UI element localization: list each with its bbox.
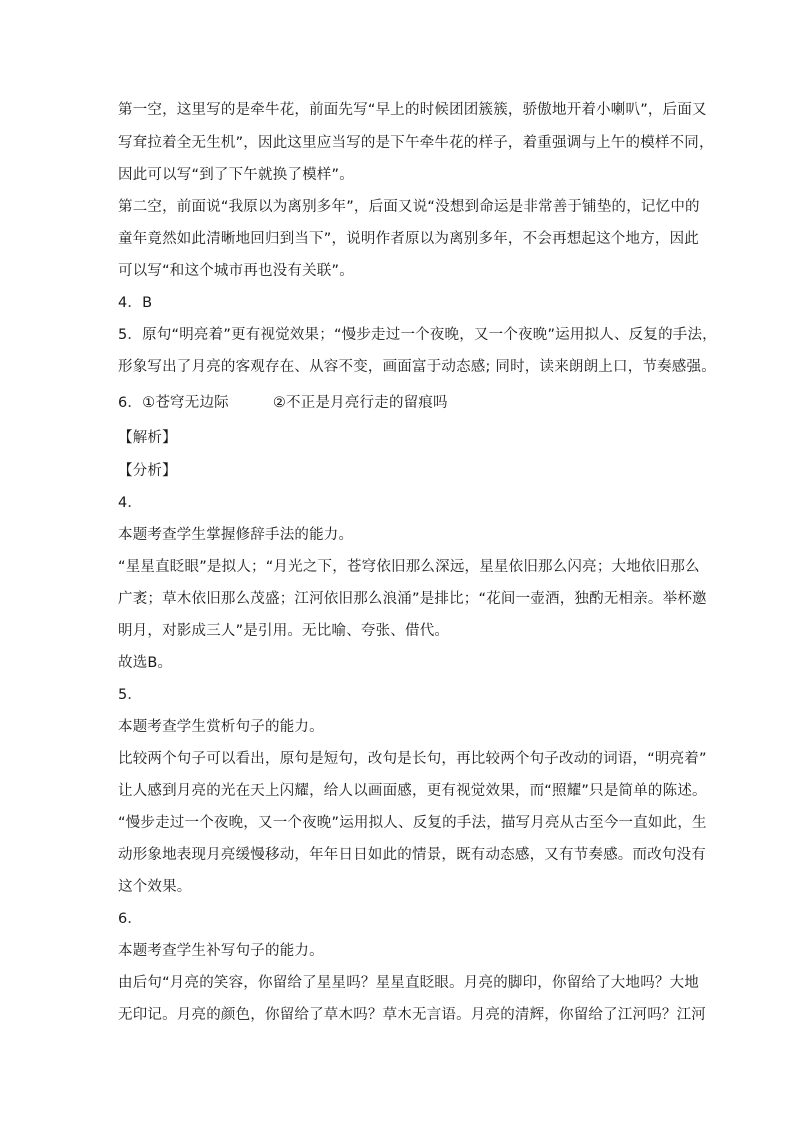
explain4-number: 4． bbox=[118, 495, 143, 511]
explain4-line-5: 故选B。 bbox=[118, 655, 173, 671]
explain6-line-1: 本题考查学生补写句子的能力。 bbox=[118, 943, 324, 959]
blank1-line-3: 因此可以写“到了下午就换了模样”。 bbox=[118, 167, 354, 183]
q6-answer bbox=[118, 394, 448, 412]
blank1-line-2: 写耷拉着全无生机”，因此这里应当写的是下午牵牛花的样子，着重强调与上午的模样不同， bbox=[118, 135, 714, 151]
explain5-line-3: 让人感到月亮的光在天上闪耀，给人以画面感，更有视觉效果，而“照耀”只是简单的陈述。 bbox=[118, 783, 707, 799]
blank2-line-1: 第二空，前面说“我原以为离别多年”，后面又说“没想到命运是非常善于铺垫的，记忆中的 bbox=[118, 199, 700, 215]
explain4-line-3: 广袤；草木依旧那么茂盛；江河依旧那么浪涌”是排比；“花间一壶酒，独酌无相亲。举杯邀 bbox=[118, 591, 707, 607]
explain5-number: 5． bbox=[118, 687, 143, 703]
explain6-line-3: 无印记。月亮的颜色，你留给了草木吗？草木无言语。月亮的清辉，你留给了江河吗？江河 bbox=[118, 1007, 706, 1023]
q6-option-1: ①苍穹无边际 bbox=[142, 395, 229, 411]
explain6-number: 6． bbox=[118, 911, 143, 927]
q6-number: 6． bbox=[118, 395, 143, 411]
explain5-line-5: 动形象地表现月亮缓慢移动，年年日日如此的情景，既有动态感，又有节奏感。而改句没有 bbox=[118, 847, 706, 863]
explain5-line-2: 比较两个句子可以看出，原句是短句，改句是长句，再比较两个句子改动的词语，“明亮着” bbox=[118, 751, 707, 767]
q5-answer-line-2: 形象写出了月亮的客观存在、从容不变，画面富于动态感; 同时，读来朗朗上口，节奏感强。 bbox=[118, 359, 716, 375]
explain5-line-6: 这个效果。 bbox=[118, 879, 192, 895]
explain4-line-2: “星星直眨眼”是拟人；“月光之下，苍穹依旧那么深远，星星依旧那么闪亮；大地依旧那么 bbox=[118, 559, 700, 575]
explain4-line-1: 本题考查学生掌握修辞手法的能力。 bbox=[118, 527, 354, 543]
blank2-line-3: 可以写“和这个城市再也没有关联”。 bbox=[118, 263, 354, 279]
q4-answer: 4．B bbox=[118, 295, 153, 311]
heading-breakdown: 【分析】 bbox=[118, 463, 177, 479]
q6-option-2: ②不正是月亮行走的留痕吗 bbox=[272, 395, 448, 411]
blank1-line-1: 第一空，这里写的是牵牛花，前面先写“早上的时候团团簇簇，骄傲地开着小喇叭”，后面又 bbox=[118, 102, 707, 118]
explain6-line-2: 由后句“月亮的笑容，你留给了星星吗？星星直眨眼。月亮的脚印，你留给了大地吗？大地 bbox=[118, 975, 700, 991]
explain5-line-4: “慢步走过一个夜晚，又一个夜晚”运用拟人、反复的手法，描写月亮从古至今一直如此，生 bbox=[118, 815, 707, 831]
explain5-line-1: 本题考查学生赏析句子的能力。 bbox=[118, 719, 324, 735]
blank2-line-2: 童年竟然如此清晰地回归到当下”，说明作者原以为离别多年，不会再想起这个地方，因此 bbox=[118, 231, 700, 247]
q5-answer-line-1: 5．原句“明亮着”更有视觉效果；“慢步走过一个夜晚，又一个夜晚”运用拟人、反复的手法， bbox=[118, 327, 717, 343]
explain4-line-4: 明月，对影成三人”是引用。无比喻、夸张、借代。 bbox=[118, 623, 450, 639]
heading-analysis: 【解析】 bbox=[118, 430, 177, 446]
